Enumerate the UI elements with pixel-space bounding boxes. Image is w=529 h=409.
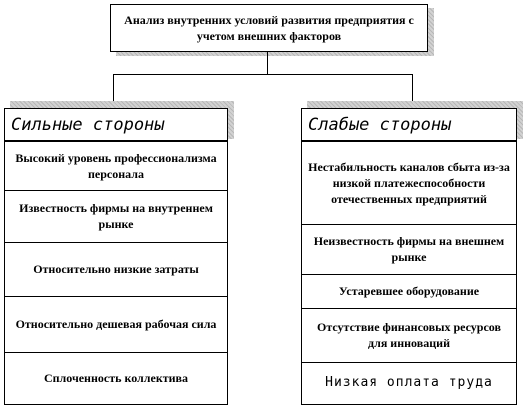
strength-item: Относительно низкие затраты xyxy=(5,242,227,297)
weaknesses-list xyxy=(301,141,517,405)
weaknesses-heading: Слабые стороны xyxy=(308,114,452,135)
strength-item: Высокий уровень профессионализма персонала xyxy=(5,142,227,191)
strengths-heading: Сильные стороны xyxy=(11,114,165,135)
weakness-item: Низкая оплата труда xyxy=(325,375,493,390)
root-title: Анализ внутренних условий развития предприятия с учетом внешних факторов xyxy=(124,13,414,43)
weakness-item: Устаревшее оборудование xyxy=(302,274,516,309)
strength-item: Относительно дешевая рабочая сила xyxy=(5,296,227,353)
root-node xyxy=(110,4,428,52)
weaknesses-header xyxy=(301,108,517,141)
connector-root-stem xyxy=(267,52,268,75)
strength-item: Известность фирмы на внутреннем рынке xyxy=(5,190,227,243)
weakness-item: Нестабильность каналов сбыта из-за низкой платежеспособности отечественных предприятий xyxy=(302,142,516,225)
weakness-item: Отсутствие финансовых ресурсов для инноваций xyxy=(302,308,516,363)
strength-item: Сплоченность коллектива xyxy=(43,371,189,385)
strengths-list xyxy=(4,141,228,405)
strengths-header xyxy=(4,108,228,141)
connector-horizontal xyxy=(113,74,413,75)
weakness-item: Неизвестность фирмы на внешнем рынке xyxy=(302,224,516,275)
